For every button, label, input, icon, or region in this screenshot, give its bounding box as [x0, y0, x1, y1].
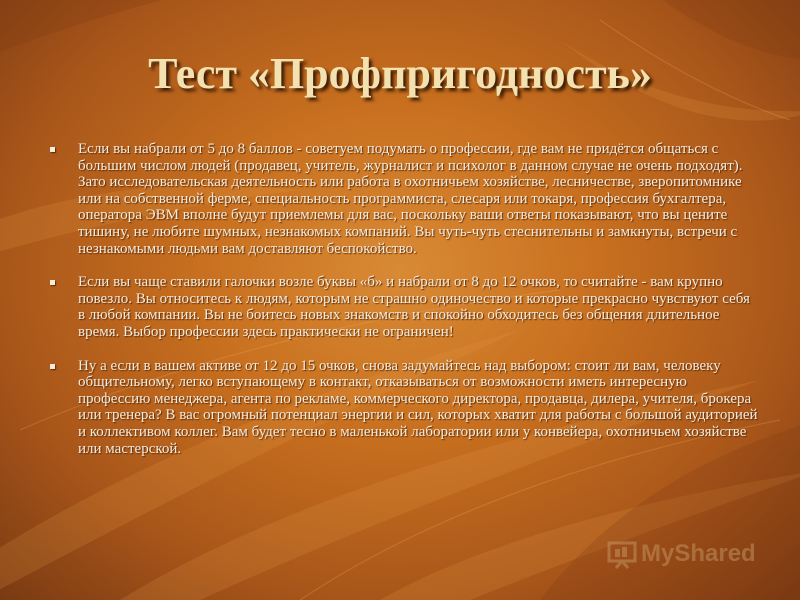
list-item-text: Если вы чаще ставили галочки возле буквы «б» и набрали от 8 до 12 очков, то считайте - вам крупно повезло. Вы относитесь к людям, которым не страшно одиночество и которые прекрасно чувствуют себя в любой компании. Вы не боитесь новых знакомств и спокойно обходитесь без общения длительное время. Выбор профессии здесь практически не ограничен!	[78, 274, 750, 340]
list-item-text: Ну а если в вашем активе от 12 до 15 очков, снова задумайтесь над выбором: стоит ли вам, человеку общительному, легко вступающему в контакт, отказываться от возможности иметь интересную профессию менеджера, агента по рекламе, коммерческого директора, продавца, дилера, учителя, брокера или тренера? В вас огромный потенциал энергии и сил, которых хватит для работы с большой аудиторией и коллективом коллег. Вам будет тесно в маленькой лаборатории или у конвейера, охотничьем хозяйстве или мастерской.	[78, 357, 758, 457]
square-bullet-icon	[50, 280, 55, 285]
bullet-list	[48, 141, 758, 474]
watermark	[607, 538, 756, 570]
list-item	[48, 274, 758, 340]
square-bullet-icon	[50, 364, 55, 369]
list-item	[48, 358, 758, 458]
square-bullet-icon	[50, 147, 55, 152]
watermark-text: MyShared	[641, 540, 756, 567]
presentation-icon	[607, 539, 637, 569]
slide-title: Тест «Профпригодность»	[148, 49, 652, 98]
list-item-text: Если вы набрали от 5 до 8 баллов - советуем подумать о профессии, где вам не придётся общаться с большим числом людей (продавец, учитель, журналист и психолог в данном случае не очень подходят). Зато исследовательская деятельность или работа в охотничьем хозяйстве, лесничестве, зверопитомнике или на собственной ферме, специальность программиста, слесаря или токаря, профессия бухгалтера, оператора ЭВМ вполне будут приемлемы для вас, поскольку ваши ответы показывают, что вы цените тишину, не любите шумных, незнакомых компаний. Вы чуть-чуть стеснительны и замкнуты, встречи с незнакомыми людьми вам доставляют беспокойство.	[78, 141, 743, 257]
list-item	[48, 141, 758, 257]
